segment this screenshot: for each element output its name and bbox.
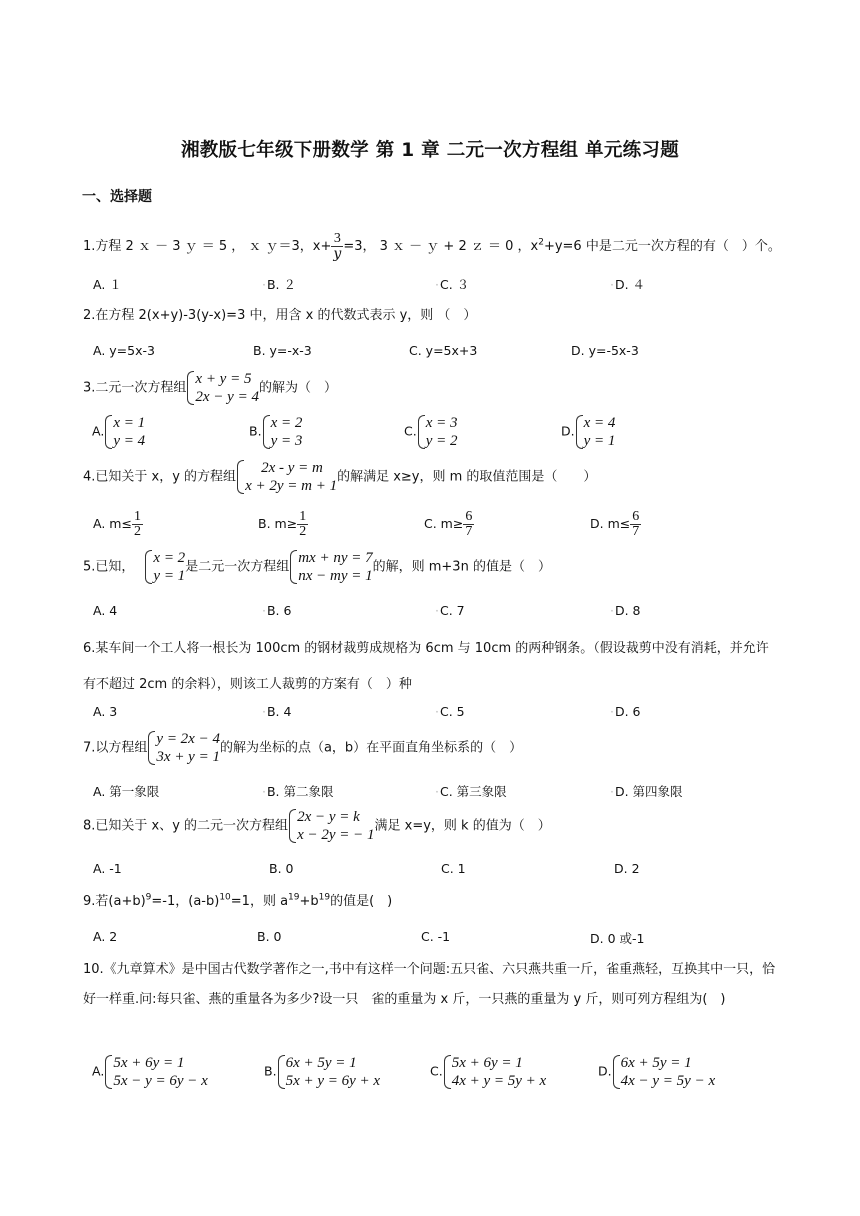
q10-option-c[interactable]: C. 5x + 6y = 1 4x + y = 5y + x: [430, 1055, 547, 1089]
q5-option-b[interactable]: · B. 6: [262, 603, 291, 618]
q2-option-d[interactable]: D. y=-5x-3: [571, 343, 639, 358]
q8-option-a[interactable]: A. -1: [93, 861, 122, 876]
question-3: 3.二元一次方程组 x + y = 5 2x − y = 4 的解为（ ）: [83, 371, 337, 405]
equation-system: 2x - y = m x + 2y = m + 1: [236, 459, 337, 495]
equation-system: mx + ny = 7 nx − my = 1: [289, 549, 372, 585]
q5-option-d[interactable]: · D. 8: [610, 603, 641, 618]
q4-option-b[interactable]: B. m≥ $\frac{1}{2}$: [258, 509, 307, 539]
question-10: 10.《九章算术》是中国古代数学著作之一,书中有这样一个问题:五只雀、六只燕共重一斤，雀重燕轻，互换其中一只，恰好一样重.问:每只雀、燕的重量各为多少?设一只 雀的重量为 x 斤，一只燕的重量为 y 斤，则可列方程组为( ): [83, 962, 776, 1007]
q4-option-a[interactable]: A. m≤ $\frac{1}{2}$: [93, 509, 141, 539]
question-7: 7.以方程组 y = 2x − 4 3x + y = 1 的解为坐标的点（a，b）在平面直角坐标系的（ ）: [83, 731, 523, 765]
q3-option-d[interactable]: D. x = 4 y = 1: [561, 415, 616, 449]
q6-option-a[interactable]: A. 3: [93, 704, 118, 719]
q3-option-a[interactable]: A. x = 1 y = 4: [92, 415, 146, 449]
q7-option-d[interactable]: · D. 第四象限: [610, 782, 683, 800]
q2-option-a[interactable]: A. y=5x-3: [93, 343, 155, 358]
section-heading: 一、选择题: [82, 189, 152, 205]
q1-option-a[interactable]: A. １: [93, 277, 122, 292]
q10-option-b[interactable]: B. 6x + 5y = 1 5x + y = 6y + x: [264, 1055, 381, 1089]
equation-system: y = 2x − 4 3x + y = 1: [147, 730, 220, 766]
q2-option-b[interactable]: B. y=-x-3: [253, 343, 312, 358]
document-title: 湘教版七年级下册数学 第 1 章 二元一次方程组 单元练习题: [180, 140, 680, 161]
question-1: 1.方程 2 ｘ － 3 ｙ ＝ 5 ， ｘ ｙ＝3，x+ $\frac{3}{y}$ =3， 3 ｘ － ｙ + 2 ｚ ＝ 0 ，$x^2+y=6$ 中是二元一次方程的有（ ）个。: [83, 231, 781, 262]
q7-option-c[interactable]: · C. 第三象限: [435, 782, 507, 800]
q6-option-d[interactable]: · D. 6: [610, 704, 641, 719]
question-2: 2.在方程 2(x+y)-3(y-x)=3 中，用含 x 的代数式表示 y，则 （ ）: [83, 308, 477, 323]
q9-option-b[interactable]: B. 0: [257, 929, 282, 944]
q10-option-d[interactable]: D. 6x + 5y = 1 4x − y = 5y − x: [598, 1055, 716, 1089]
q9-option-a[interactable]: A. 2: [93, 929, 118, 944]
q6-option-c[interactable]: · C. 5: [435, 704, 465, 719]
question-4: 4.已知关于 x，y 的方程组 2x - y = m x + 2y = m + 1 的解满足 x≥y，则 m 的取值范围是（ ）: [83, 460, 597, 494]
question-5: 5.已知， x = 2 y = 1 是二元一次方程组 mx + ny = 7 nx − my = 1 的解，则 m+3n 的值是（ ）: [83, 550, 551, 584]
q5-option-a[interactable]: A. 4: [93, 603, 118, 618]
q9-option-d[interactable]: D. 0 或-1: [590, 931, 645, 946]
q3-option-b[interactable]: B. x = 2 y = 3: [249, 415, 303, 449]
q9-option-c[interactable]: C. -1: [421, 929, 451, 944]
q10-option-a[interactable]: A. 5x + 6y = 1 5x − y = 6y − x: [92, 1055, 208, 1089]
q4-option-d[interactable]: D. m≤ $\frac{6}{7}$: [590, 509, 640, 539]
q4-option-c[interactable]: C. m≥ $\frac{6}{7}$: [424, 509, 473, 539]
fraction-3-over-y: $\frac{3}{y}$: [333, 231, 342, 262]
q1-option-d[interactable]: · D. ４: [610, 275, 645, 293]
q8-option-b[interactable]: B. 0: [269, 861, 294, 876]
solution-system: x = 2 y = 1: [144, 549, 185, 585]
question-9: 9.若$(a+b)^9=-1$，$(a-b)^{10}=1$，则 $a^{19}+b^{19}$的值是( ): [83, 892, 393, 909]
q3-option-c[interactable]: C. x = 3 y = 2: [404, 415, 458, 449]
q8-option-d[interactable]: D. 2: [614, 861, 640, 876]
equation-system: 2x − y = k x − 2y = − 1: [288, 808, 374, 844]
q8-option-c[interactable]: C. 1: [441, 861, 466, 876]
equation-system: x + y = 5 2x − y = 4: [186, 370, 259, 406]
q7-option-a[interactable]: A. 第一象限: [93, 784, 160, 799]
q1-option-c[interactable]: · C. ３: [435, 275, 469, 293]
q7-option-b[interactable]: · B. 第二象限: [262, 782, 334, 800]
q6-option-b[interactable]: · B. 4: [262, 704, 291, 719]
question-6: 6.某车间一个工人将一根长为 100cm 的钢材裁剪成规格为 6cm 与 10cm 的两种钢条。（假设裁剪中没有消耗，并允许有不超过 2cm 的余料），则该工人裁剪的方案有（ ）种: [83, 641, 769, 692]
question-8: 8.已知关于 x、y 的二元一次方程组 2x − y = k x − 2y = − 1 满足 x=y，则 k 的值为（ ）: [83, 809, 551, 843]
q5-option-c[interactable]: · C. 7: [435, 603, 465, 618]
q2-option-c[interactable]: C. y=5x+3: [409, 343, 478, 358]
q1-option-b[interactable]: · B. ２: [262, 275, 296, 293]
